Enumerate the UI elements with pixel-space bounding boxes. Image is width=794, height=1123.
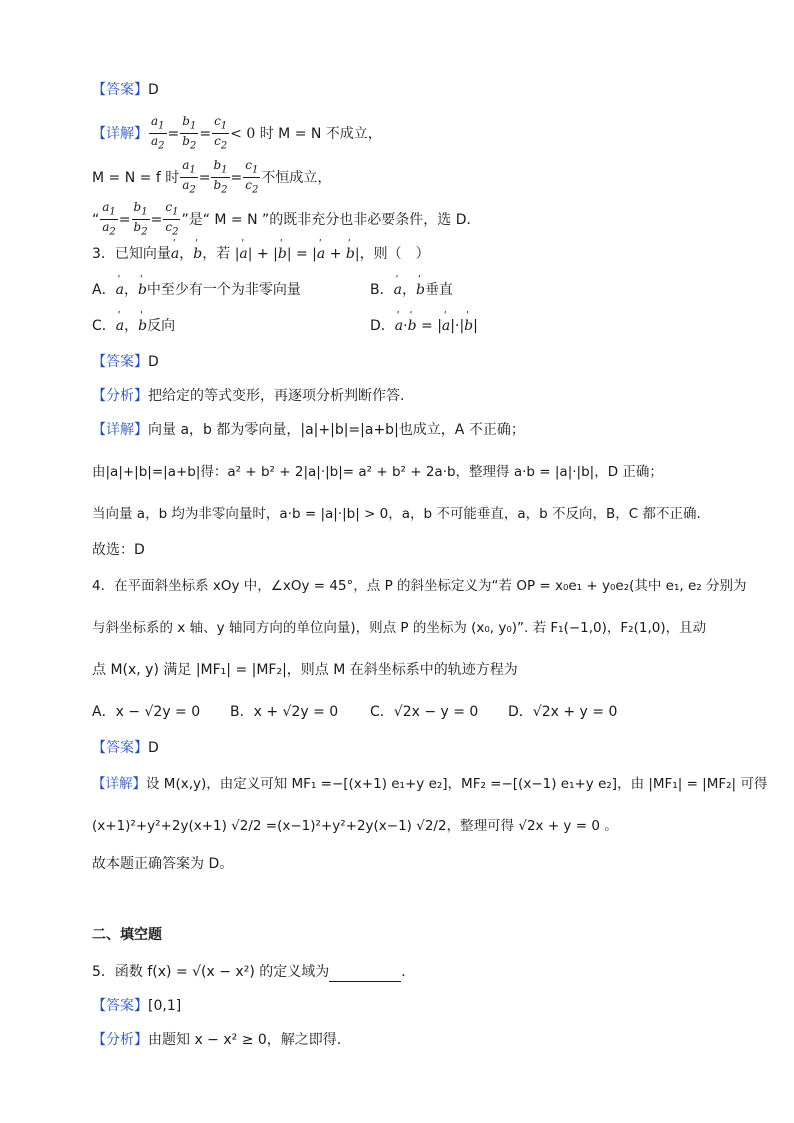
- q2-detail-line2: M = N = f 时 $\frac{a_1}{a_2}$ = $\frac{b_1}{b_2}$ = $\frac{c_1}{c_2}$ 不恒成立，: [92, 158, 332, 196]
- q3-detail-line3: 当向量 a，b 均为非零向量时，a·b = |a|·|b| > 0，a，b 不可能垂直，a，b 不反向，B，C 都不正确.: [92, 506, 701, 522]
- q4-stem-line1: 4．在平面斜坐标系 xOy 中，∠xOy = 45°，点 P 的斜坐标定义为“若 OP = x₀e₁ + y₀e₂(其中 e₁, e₂ 分别为: [92, 578, 747, 594]
- q4-option-b: B．x + √2y = 0: [230, 704, 339, 720]
- q5-analysis: 由题知 x − x² ≥ 0，解之即得.: [148, 1032, 342, 1048]
- q3-detail-line1: 【详解】向量 a，b 都为零向量，|a|+|b|=|a+b|也成立，A 不正确；: [92, 422, 525, 438]
- q3-stem: 3．已知向量ʹ a，ʹ b，若 |ʹ a| + |ʹ b| = |ʹ a + ʹ b|，则（ ）: [92, 244, 430, 264]
- q4-option-d: D．√2x + y = 0: [508, 704, 618, 720]
- q2-detail-line2-text: 不恒成立，: [261, 169, 332, 186]
- fraction-c1-c2: $\frac{c_1}{c_2}$: [214, 114, 228, 152]
- q3-stem-tail: ，则（ ）: [359, 246, 430, 262]
- detail-label: 【详解】: [92, 125, 148, 142]
- q4-answer: D: [148, 740, 159, 756]
- q3-stem-head: 3．已知向量: [92, 246, 171, 262]
- q4-stem-line2: 与斜坐标系的 x 轴、y 轴同方向的单位向量)，则点 P 的坐标为 (x₀, y₀)”. 若 F₁(−1,0)，F₂(1,0)，且动: [92, 620, 707, 636]
- q2-detail-line2-head: M = N = f 时: [92, 169, 180, 186]
- q3-detail-line2: 由|a|+|b|=|a+b|得：a² + b² + 2|a|·|b|= a² + b² + 2a·b，整理得 a·b = |a|·|b|，D 正确；: [92, 464, 663, 480]
- fraction-b1-b2: $\frac{b_1}{b_2}$: [182, 114, 197, 152]
- q2-detail-line3-text: 是“ M = N ”的既非充分也非必要条件，选 D．: [188, 211, 481, 228]
- q4-option-a: A．x − √2y = 0: [92, 704, 201, 720]
- answer-blank: [329, 967, 401, 982]
- q4-stem-line3: 点 M(x, y) 满足 |MF₁| = |MF₂|，则点 M 在斜坐标系中的轨迹方程为: [92, 662, 518, 678]
- q2-answer: D: [148, 82, 159, 98]
- q3-conclusion: 故选：D: [92, 542, 145, 558]
- q3-option-c: C．ʹ a，ʹ b反向: [92, 316, 175, 336]
- q2-detail-line1: 【详解】 $\frac{a_1}{a_2}$ = $\frac{b_1}{b_2}$ = $\frac{c_1}{c_2}$ < 0 时 M = N 不成立，: [92, 114, 382, 152]
- q5-answer: [0,1]: [148, 998, 182, 1014]
- q4-option-c: C．√2x − y = 0: [370, 704, 479, 720]
- q3-option-d: D．ʹ a·ʹ b = |ʹ a|·|ʹ b|: [370, 316, 478, 336]
- section-title: 二、填空题: [92, 927, 162, 943]
- q3-option-a: A．ʹ a，ʹ b中至少有一个为非零向量: [92, 280, 301, 300]
- q4-detail-line2: (x+1)²+y²+2y(x+1) √2/2 =(x−1)²+y²+2y(x−1) √2/2，整理可得 √2x + y = 0 。: [92, 818, 618, 834]
- q3-analysis: 把给定的等式变形，再逐项分析判断作答.: [148, 388, 405, 404]
- q5-analysis-line: 【分析】由题知 x − x² ≥ 0，解之即得.: [92, 1032, 342, 1048]
- answer-label: 【答案】: [92, 82, 148, 98]
- q3-option-b: B．ʹ a，ʹ b垂直: [370, 280, 453, 300]
- fraction-a1-a2: $\frac{a_1}{a_2}$: [151, 114, 165, 152]
- q3-answer: D: [148, 354, 159, 370]
- q3-analysis-line: 【分析】把给定的等式变形，再逐项分析判断作答.: [92, 388, 405, 404]
- q4-conclusion: 故本题正确答案为 D。: [92, 856, 234, 872]
- q5-answer-line: 【答案】[0,1]: [92, 998, 182, 1014]
- q2-detail-line3: “ $\frac{a_1}{a_2}$ = $\frac{b_1}{b_2}$ = $\frac{c_1}{c_2}$ ”是“ M = N ”的既非充分也非必要条件，选 D．: [92, 200, 481, 238]
- q2-answer-line: [92, 80, 159, 100]
- q5-stem: 5．函数 f(x) = √(x − x²) 的定义域为 ．: [92, 964, 416, 980]
- q4-detail-line1: 【详解】设 M(x,y)，由定义可知 MF₁ =−[(x+1) e₁+y e₂]，MF₂ =−[(x−1) e₁+y e₂]，由 |MF₁| = |MF₂| 可得: [92, 776, 768, 792]
- q2-detail-line1-text: 时 M = N 不成立，: [259, 125, 382, 142]
- q3-answer-line: 【答案】D: [92, 354, 159, 370]
- q4-answer-line: 【答案】D: [92, 740, 159, 756]
